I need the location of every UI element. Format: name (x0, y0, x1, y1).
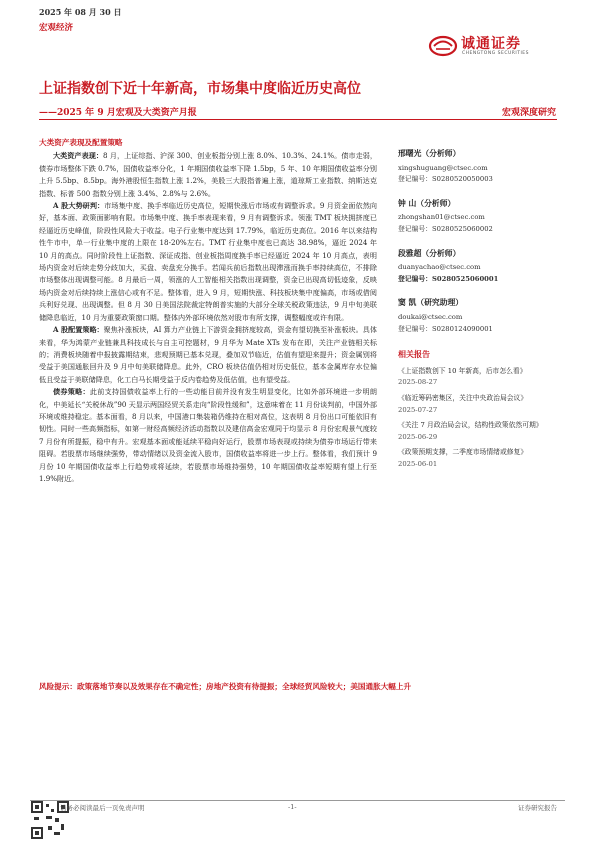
related-report-date: 2025-06-29 (398, 432, 438, 441)
analyst-name: 窦 凯（研究助理） (398, 298, 464, 308)
paragraph-text: 此前支持国债收益率上行的一些动能目前并没有发生明显变化，比如外部环境进一步明朗化，中美延长“关税休战”90 天显示两国经贸关系走向“阶段性缓和”，这意味着在 11 月份谈判前，中国外部环境或维持稳定。基本面看，8 月以来，中国港口集装箱仍维持在相对高位，这表明 8 月份出口可能依旧有韧性。同时一些高频指标，如第一财经高频经济活动指数以及建信高金宏观同于均显示 8 月份宏观景气度较 7 月份有所提振，稳中有升。宏观基本面或能延续平稳向好运行，股票市场表现或持续为债券市场运行带来阻碍。若股票市场继续强势，带动情绪以及资金流入股市，国债收益率将进一步上行。整体看，我们预计 9 月份 10 年期国债收益率上行趋势或将延续，若股票市场维持强势，10 年期国债收益率短期有望上行至 1.9%附近。 (39, 387, 378, 483)
report-title: 上证指数创下近十年新高，市场集中度临近历史高位 (39, 81, 361, 97)
analyst-email[interactable]: zhongshan01@ctsec.com (398, 213, 485, 222)
analyst-email[interactable]: xingshuguang@ctsec.com (398, 163, 488, 172)
analyst-card (398, 198, 558, 236)
report-date: 2025 年 08 月 30 日 (39, 7, 122, 17)
footer-disclaimer-link[interactable]: 请务必阅读最后一页免责声明 (60, 804, 145, 812)
related-report-date: 2025-07-27 (398, 405, 438, 414)
analyst-registration (398, 174, 558, 186)
analyst-registration-number: S0280124090001 (431, 324, 493, 333)
related-report-date: 2025-06-01 (398, 459, 438, 468)
related-report-item[interactable] (398, 447, 558, 470)
footer-divider (30, 800, 565, 801)
logo-mark-icon (428, 35, 458, 57)
risk-warning: 风险提示：政策落地节奏以及效果存在不确定性；房地产投资有待提振；全球经贸风险较大；美国通胀大幅上升 (39, 682, 412, 691)
analyst-registration-number: S0280520050003 (431, 175, 493, 184)
related-report-title[interactable]: 《上证指数创下 10 年新高，后市怎么看》 (398, 366, 527, 375)
analyst-registration-label: 登记编号： (398, 324, 432, 333)
related-report-item[interactable] (398, 420, 558, 443)
related-report-title[interactable]: 《关注 7 月政治局会议，结构性政策依然可期》 (398, 421, 543, 430)
related-report-title[interactable]: 《临近筹码密集区，关注中央政治局会议》 (398, 393, 528, 402)
logo-text-cn: 诚通证券 (461, 36, 521, 52)
logo-text-en: CHENGTONG SECURITIES (462, 51, 530, 56)
section-heading: 大类资产表现及配置策略 (39, 138, 123, 147)
report-subtitle: ——2025 年 9 月宏观及大类资产月报 (39, 108, 197, 118)
related-report-title[interactable]: 《政策预期支撑，二季度市场情绪或修复》 (398, 448, 528, 457)
title-divider (39, 119, 557, 120)
paragraph-asset-performance (39, 150, 377, 200)
page-number: -1- (288, 803, 297, 811)
paragraph-lead: 债券策略： (53, 387, 90, 397)
analyst-registration-label: 登记编号： (398, 175, 432, 184)
paragraph-text: 聚焦补涨板块，AI 算力产业链上下游资金拥挤度较高，资金有望切换至补涨板块。具体来看，华为鸿蒙产业链兼具科技成长与自主可控题材，9 月华为 Mate XTs 发布在即，关注产业链相关标的；消费板块随着中报披露期结束，悲观预期已基本兑现，叠加双节临近，估值有望迎来提升；资金属别将受益于美国通胀回升及 9 月中旬美联储降息。此外，CRO 板块估值仍相对历史低位，基本金属库存水位偏低且受益于美联储降息，化工白马长期受益于反内卷趋势及低估值，也有望受益。 (39, 325, 377, 384)
analyst-registration-number: S0280525060002 (431, 224, 493, 233)
analyst-name: 邢曙光（分析师） (398, 149, 461, 158)
analyst-registration-label: 登记编号： (398, 274, 432, 283)
paragraph-text: 市场集中度、换手率临近历史高位，短期快涨后市场或有调整诉求。9 月资金面依然向好，基本面、政策面影响有限。市场集中度、换手率表现来看，9 月有调整诉求。领涨 TMT 板块拥挤度已经逼近历史峰值，阶段性风险大于收益。电子行业集中度达到 17.79%，临近历史高位。2016 年以来结构性牛市中，单一行业集中度的上限在 18-20%左右。TMT 行业集中度也已高达 38.98%，逼近 2024 年 10 月的高点。同时阶段性上证指数、深证成指、创业板指周度换手率已经逼近 2024 年 10 月高点，表明场内资金对后续走势分歧加大，买盘、卖盘充分换手。若闻兵前后指数出现滞涨而换手率持续高位，不排除市场整体出现调整可能。8 月最后一周，领涨的人工智能相关指数出现调整，资金已出现高切低迹象，反映场内资金对后续持续上涨信心或有不足。整体看，进入 9 月，短期快涨、科技板块集中度偏高，市场或借阅兵利好兑现、出现调整。但 8 月 30 日美国法院裁定特朗普实施的大部分全球关税政策违法，9 月中旬美联储降息临近，10 月为重要政策窗口期。整体内外部环境依然对股市有所支撑，调整幅度或许有限。 (39, 201, 378, 322)
analyst-registration-number: S0280525060001 (431, 274, 499, 283)
paragraph-lead: A 股配置策略： (53, 325, 104, 335)
analyst-name: 钟 山（分析师） (398, 198, 456, 208)
analyst-card (398, 248, 558, 286)
main-body (39, 137, 377, 485)
analyst-card (398, 297, 558, 335)
analyst-email[interactable]: doukai@ctsec.com (398, 312, 463, 321)
related-report-date: 2025-08-27 (398, 378, 438, 387)
analyst-registration-label: 登记编号： (398, 224, 432, 233)
related-report-item[interactable] (398, 366, 558, 389)
analyst-email[interactable]: duanyachao@ctsec.com (398, 263, 481, 272)
analyst-registration (398, 324, 558, 336)
report-type: 宏观深度研究 (501, 108, 556, 118)
analyst-registration (398, 274, 558, 286)
company-logo (428, 33, 558, 63)
paragraph-a-share-strategy (39, 324, 377, 386)
report-category: 宏观经济 (39, 23, 74, 33)
paragraph-lead: A 股大势研判： (53, 201, 105, 211)
footer-report-label: 证券研究报告 (518, 804, 557, 812)
paragraph-bond-strategy (39, 386, 377, 485)
paragraph-lead: 大类资产表现： (53, 151, 104, 161)
analyst-card (398, 148, 558, 186)
related-report-item[interactable] (398, 393, 558, 416)
analyst-name: 段雅超（分析师） (398, 248, 461, 258)
paragraph-text: 8 月，上证综指、沪深 300、创业板指分别上涨 8.0%、10.3%、24.1%。债市走弱，债券市场整体下跌 0.7%，国债收益率分化，1 年期国债收益率下降 1.5bp，5 年、10 年期国债收益率分别上升 5.5bp、8.5bp。海外港股恒生指数上涨 1.2%，美股三大股指普遍上涨，道琼斯工业指数、纳斯达克指数、标普 500 指数分别上涨 3.4%、2.8%与 2.6%。 (39, 151, 377, 198)
paragraph-a-share-outlook (39, 200, 377, 324)
sidebar (398, 148, 558, 474)
related-reports-heading: 相关报告 (398, 349, 430, 360)
analyst-registration (398, 224, 558, 236)
